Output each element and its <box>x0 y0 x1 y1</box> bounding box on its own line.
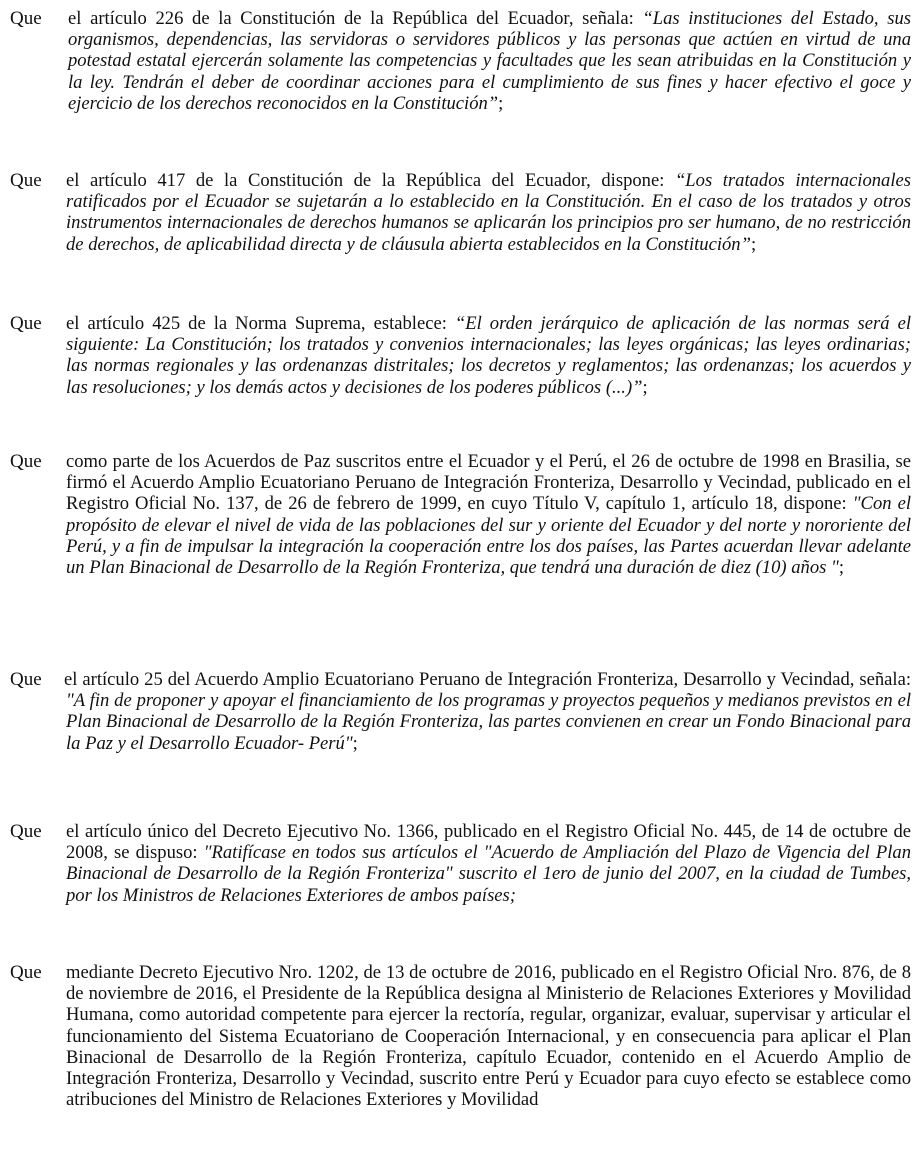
paragraph-text <box>68 8 911 114</box>
que-label: Que <box>10 8 42 29</box>
paragraph-body: el artículo 417 de la Constitución de la República del Ecuador, dispone: <box>66 170 675 191</box>
que-label: Que <box>10 821 42 842</box>
paragraph-quote: “Las instituciones del Estado, sus organismos, dependencias, las servidoras o servidores públicos y las personas que actúen en virtud de una potestad estatal ejercerán solamente las competencias y facultades que les sean atribuidas en la Constitución y la ley. Tendrán el deber de coordinar acciones para el cumplimiento de sus fines y hacer efectivo el goce y ejercicio de los derechos reconocidos en la Constitución” <box>68 8 911 114</box>
paragraph-tail: ; <box>498 92 504 114</box>
paragraph-text <box>66 669 911 754</box>
paragraph-tail: ; <box>750 233 757 255</box>
paragraph-body: como parte de los Acuerdos de Paz suscritos entre el Ecuador y el Perú, el 26 de octubre de 1998 en Brasilia, se firmó el Acuerdo Amplio Ecuatoriano Peruano de Integración Fronteriza, Desarrollo y Vecindad, publicado en el Registro Oficial No. 137, de 26 de febrero de 1999, en cuyo Título V, capítulo 1, artículo 18, dispone: <box>66 451 911 515</box>
que-label: Que <box>10 451 42 472</box>
paragraph-quote: "Ratifícase en todos sus artículos el "Acuerdo de Ampliación del Plazo de Vigencia del Plan Binacional de Desarrollo de la Región Fronteriza" suscrito el 1ero de junio del 2007, en la ciudad de Tumbes, por los Ministros de Relaciones Exteriores de ambos países; <box>66 842 911 906</box>
paragraph-body: el artículo 226 de la Constitución de la República del Ecuador, señala: <box>68 8 643 29</box>
que-label: Que <box>10 669 42 690</box>
paragraph-tail: ; <box>642 376 648 398</box>
paragraph-body: mediante Decreto Ejecutivo Nro. 1202, de 13 de octubre de 2016, publicado en el Registro Oficial Nro. 876, de 8 de noviembre de 2016, el Presidente de la República designa al Ministerio de Relaciones Exteriores y Movilidad Humana, como autoridad competente para ejercer la rectoría, regular, organizar, evaluar, supervisar y articular el funcionamiento del Sistema Ecuatoriano de Cooperación Internacional, y en consecuencia para aplicar el Plan Binacional de Desarrollo de la Región Fronteriza, capítulo Ecuador, contenido en el Acuerdo Amplio de Integración Fronteriza, Desarrollo y Vecindad, suscrito entre Perú y Ecuador para cuyo efecto se establece como atribuciones del Ministro de Relaciones Exteriores y Movilidad <box>66 962 911 1111</box>
paragraph-text <box>66 170 911 255</box>
paragraph-tail: ; <box>838 557 844 579</box>
paragraph-text <box>66 962 911 1110</box>
paragraph-quote: "A fin de proponer y apoyar el financiamiento de los programas y proyectos pequeños y medianos previstos en el Plan Binacional de Desarrollo de la Región Fronteriza, las partes convienen en crear un Fondo Binacional para la Paz y el Desarrollo Ecuador- Perú" <box>66 690 911 754</box>
paragraph-body: el artículo 425 de la Norma Suprema, establece: <box>66 313 455 334</box>
que-label: Que <box>10 170 42 191</box>
paragraph-quote: “El orden jerárquico de aplicación de las normas será el siguiente: La Constitución; los tratados y convenios internacionales; las leyes orgánicas; las leyes ordinarias; las normas regionales y las ordenanzas distritales; los decretos y reglamentos; las ordenanzas; los acuerdos y las resoluciones; y los demás actos y decisiones de los poderes públicos (...)” <box>66 313 911 398</box>
paragraph-text <box>66 313 911 398</box>
paragraph-body: el artículo único del Decreto Ejecutivo No. 1366, publicado en el Registro Oficial No. 445, de 14 de octubre de 2008, se dispuso: <box>66 821 911 864</box>
que-label: Que <box>10 313 42 334</box>
paragraph-body: el artículo 25 del Acuerdo Amplio Ecuatoriano Peruano de Integración Fronteriza, Desarrollo y Vecindad, señala: <box>64 669 911 690</box>
paragraph-quote: “Los tratados internacionales ratificados por el Ecuador se sujetarán a lo establecido en la Constitución. En el caso de los tratados y otros instrumentos internacionales de derechos humanos se aplicarán los principios pro ser humano, de no restricción de derechos, de aplicabilidad directa y de cláusula abierta establecidos en la Constitución” <box>66 170 912 255</box>
paragraph-quote: "Con el propósito de elevar el nivel de vida de las poblaciones del sur y oriente del Ecuador y del norte y nororiente del Perú, y a fin de impulsar la integración la cooperación entre los dos países, las Partes acuerdan llevar adelante un Plan Binacional de Desarrollo de la Región Fronteriza, que tendrá una duración de diez (10) años " <box>66 493 911 579</box>
paragraph-tail: ; <box>352 732 358 754</box>
paragraph-text <box>66 451 911 578</box>
paragraph-text <box>66 821 911 906</box>
que-label: Que <box>10 962 42 983</box>
